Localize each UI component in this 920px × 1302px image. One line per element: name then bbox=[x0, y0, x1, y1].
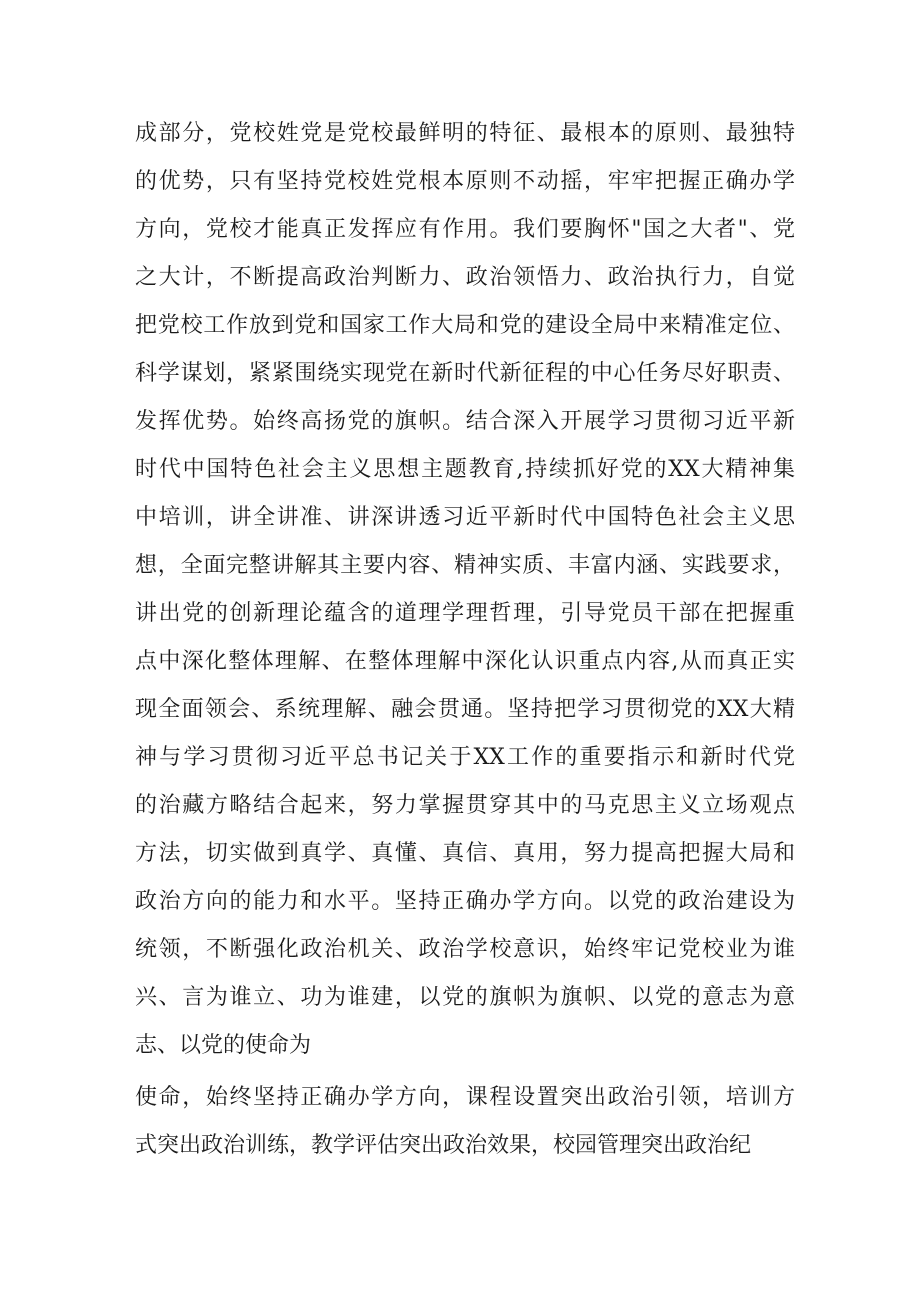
paragraph-2 bbox=[135, 1074, 795, 1170]
text-line: 中培训，讲全讲准、讲深讲透习近平新时代中国特色社会主义思 bbox=[135, 505, 795, 530]
text-line: 的优势，只有坚持党校姓党根本原则不动摇，牢牢把握正确办学 bbox=[135, 169, 795, 194]
text-line: 兴、言为谁立、功为谁建，以党的旗帜为旗帜、以党的意志为意 bbox=[135, 985, 795, 1010]
text-line: 式突出政治训练，教学评估突出政治效果，校园管理突出政治纪 bbox=[135, 1133, 752, 1158]
text-line: 点中深化整体理解、在整体理解中深化认识重点内容,从而真正实 bbox=[135, 649, 795, 674]
text-line: 方向，党校才能真正发挥应有作用。我们要胸怀"国之大者"、党 bbox=[135, 217, 795, 242]
text-line: 现全面领会、系统理解、融会贯通。坚持把学习贯彻党的XX大精 bbox=[135, 697, 795, 722]
text-line: 想，全面完整讲解其主要内容、精神实质、丰富内涵、实践要求， bbox=[135, 553, 795, 578]
text-line: 讲出党的创新理论蕴含的道理学理哲理，引导党员干部在把握重 bbox=[135, 601, 795, 626]
text-line: 方法，切实做到真学、真懂、真信、真用，努力提高把握大局和 bbox=[135, 841, 795, 866]
text-line: 志、以党的使命为 bbox=[135, 1033, 312, 1058]
text-line: 神与学习贯彻习近平总书记关于XX工作的重要指示和新时代党 bbox=[135, 745, 795, 770]
text-line: 统领，不断强化政治机关、政治学校意识，始终牢记党校业为谁 bbox=[135, 937, 795, 962]
text-line: 把党校工作放到党和国家工作大局和党的建设全局中来精准定位、 bbox=[135, 313, 795, 338]
text-line: 科学谋划，紧紧围绕实现党在新时代新征程的中心任务尽好职责、 bbox=[135, 361, 795, 386]
text-line: 之大计，不断提高政治判断力、政治领悟力、政治执行力，自觉 bbox=[135, 265, 795, 290]
text-line: 发挥优势。始终高扬党的旗帜。结合深入开展学习贯彻习近平新 bbox=[135, 409, 795, 434]
text-line: 政治方向的能力和水平。坚持正确办学方向。以党的政治建设为 bbox=[135, 889, 795, 914]
text-line: 时代中国特色社会主义思想主题教育,持续抓好党的XX大精神集 bbox=[135, 457, 795, 482]
paragraph-1 bbox=[135, 110, 795, 1070]
text-line: 的治藏方略结合起来，努力掌握贯穿其中的马克思主义立场观点 bbox=[135, 793, 795, 818]
text-line: 成部分，党校姓党是党校最鲜明的特征、最根本的原则、最独特 bbox=[135, 121, 795, 146]
text-line: 使命，始终坚持正确办学方向，课程设置突出政治引领，培训方 bbox=[135, 1085, 795, 1110]
